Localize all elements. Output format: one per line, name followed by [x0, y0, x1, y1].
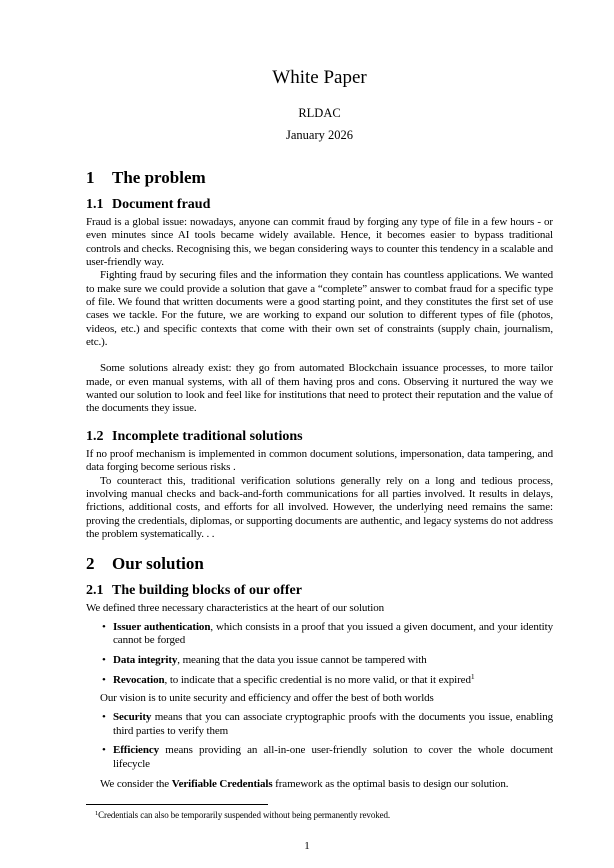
section-title: Our solution	[112, 554, 204, 574]
paragraph: We defined three necessary characteristics at the heart of our solution	[86, 602, 385, 615]
list-item-text: means providing an all-in-one user-friendly solution to cover the whole document lifecycle	[113, 744, 553, 770]
closing-text-post: framework as the optimal basis to design our solution.	[272, 777, 509, 790]
section-number: 1.2	[86, 428, 104, 444]
list-item	[86, 711, 553, 738]
paragraph: To counteract this, traditional verification solutions generally rely on a long and tedious process, involving manual checks and back-and-forth communications for all parties involved. It results in delays, frictions, additional costs, and efforts for all involved. However, the underlying need remains the same: proving the credentials, diplomas, or supporting documents are authentic, and legacy systems do not address the problem systematically. . .	[86, 474, 553, 540]
list-item	[86, 671, 553, 687]
list-item-term: Efficiency	[113, 744, 160, 757]
list-item	[86, 621, 553, 648]
document-title: White Paper	[272, 67, 367, 88]
document-date: January 2026	[286, 128, 353, 142]
document-author: RLDAC	[298, 106, 341, 120]
closing-text-bold: Verifiable Credentials	[171, 777, 273, 790]
section-1-2-heading	[86, 428, 553, 445]
footnote-reference: 1	[470, 671, 475, 681]
list-item-text: means that you can associate cryptographic proofs with the documents you issue, enabling third parties to verify them	[113, 711, 553, 737]
list-item-text: , which consists in a proof that you issued a given document, and your identity cannot be forged	[113, 620, 553, 646]
list-item	[86, 654, 553, 667]
section-title: Document fraud	[112, 197, 211, 212]
section-1-heading	[86, 168, 553, 188]
paragraph	[86, 778, 553, 791]
page-content	[86, 0, 553, 791]
paragraph: Some solutions already exist: they go from automated Blockchain issuance processes, to more tailor made, or even manual systems, with all of them having pros and cons. Observing it nurtured the way we wanted our solution to look and feel like for institutions that need to protect their reputation and the value of the documents they issue.	[86, 362, 553, 415]
section-number: 2.1	[86, 583, 104, 599]
paragraph: Our vision is to unite security and efficiency and offer the best of both worlds	[100, 692, 434, 705]
section-number: 1	[86, 168, 95, 187]
section-title: The building blocks of our offer	[112, 583, 302, 599]
footnote-body: Credentials can also be temporarily suspended without being permanently revoked.	[98, 810, 391, 820]
footnote-area	[86, 804, 553, 821]
list-item-term: Data integrity	[113, 653, 178, 666]
section-title: The problem	[112, 168, 206, 187]
page-number: 1	[304, 840, 310, 852]
paragraph: If no proof mechanism is implemented in common document solutions, impersonation, data tampering, and data forging become serious risks .	[86, 447, 553, 474]
paragraph: Fraud is a global issue: nowadays, anyone can commit fraud by forging any type of file in a few hours - or even minutes since AI tools became widely available. Hence, it becomes easier to bypass traditional controls and checks. Recognising this, we began considering ways to counter this tendency in a scalable and user-friendly way.	[86, 216, 553, 269]
section-2-heading	[86, 554, 553, 574]
footnote-rule	[86, 804, 268, 805]
section-1-1-heading	[86, 196, 553, 213]
section-2-1-heading	[86, 582, 553, 599]
section-number: 2	[86, 554, 95, 574]
characteristics-list	[86, 621, 553, 687]
closing-text-pre: We consider the	[100, 777, 172, 790]
section-title: Incomplete traditional solutions	[112, 428, 303, 444]
list-item-term: Security	[113, 711, 152, 724]
list-item	[86, 744, 553, 771]
list-item-term: Issuer authentication	[113, 620, 211, 633]
footnote-text	[86, 810, 553, 821]
list-item-term: Revocation	[113, 673, 165, 686]
vision-list	[86, 711, 553, 771]
footnote-marker: 1	[95, 810, 99, 817]
list-item-text: , meaning that the data you issue cannot be tampered with	[177, 653, 427, 666]
paragraph: Fighting fraud by securing files and the information they contain has countless applications. We wanted to make sure we could provide a solution that gave a “complete” answer to combat fraud for a specific type of file. We found that written documents were a good starting point, and they constitutes the first set of use cases we tackle. For the future, we are working to expand our solution to different types of file (photos, videos, etc.) and specific contexts that come with their own set of constraints (supply chain, journalism, etc.).	[86, 269, 553, 349]
list-item-text: , to indicate that a specific credential is no more valid, or that it expired	[164, 673, 471, 686]
section-number: 1.1	[86, 197, 104, 212]
